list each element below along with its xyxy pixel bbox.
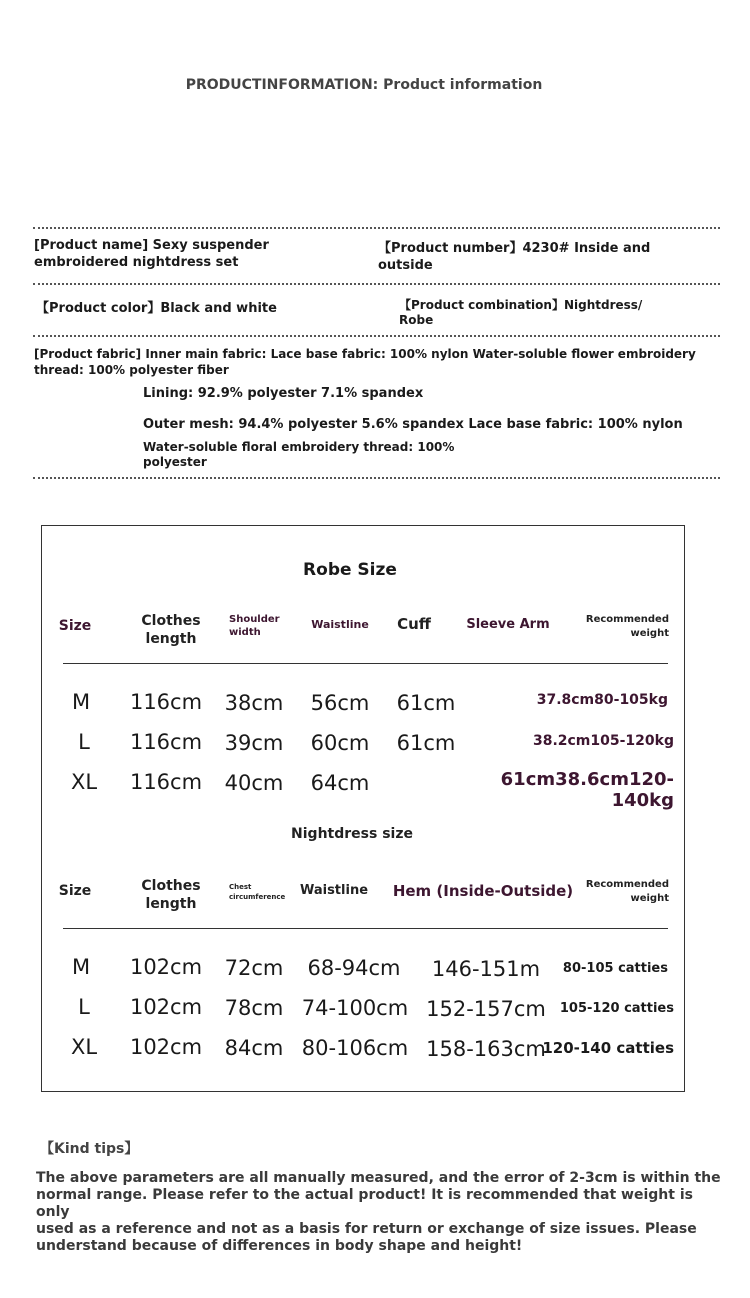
nightdress-row-l-size: L xyxy=(78,995,90,1019)
nightdress-row-l-waist: 74-100cm xyxy=(301,996,409,1020)
product-number-line2: outside xyxy=(378,258,433,273)
robe-header-shoulder-line1: Shoulder xyxy=(229,614,280,625)
kind-tips-line1: The above parameters are all manually measured, and the error of 2-3cm is within the xyxy=(36,1170,721,1186)
robe-header-rec-line1: Recommended xyxy=(585,614,669,625)
product-number xyxy=(378,240,698,274)
outer-mesh: Outer mesh: 94.4% polyester 5.6% spandex Lace base fabric: 100% nylon xyxy=(143,417,683,432)
robe-row-xl-waist: 64cm xyxy=(310,771,370,795)
robe-row-l-waist: 60cm xyxy=(310,731,370,755)
nightdress-header-rec-line2: weight xyxy=(630,893,669,904)
divider xyxy=(33,335,720,337)
product-name-line1: [Product name] Sexy suspender xyxy=(34,238,269,253)
robe-header-recommended xyxy=(575,613,669,641)
robe-row-m-length: 116cm xyxy=(129,690,203,714)
robe-row-xl-cuff-sleeve-weight: 61cm38.6cm120-140kg xyxy=(500,769,674,811)
kind-tips-line4: understand because of differences in body shape and height! xyxy=(36,1238,523,1254)
product-number-line1: 【Product number】4230# Inside and xyxy=(378,241,651,256)
product-fabric xyxy=(34,346,724,378)
product-combination-line2: Robe xyxy=(399,313,434,327)
robe-row-l-sleeve-weight: 38.2cm105-120kg xyxy=(532,733,674,749)
lining: Lining: 92.9% polyester 7.1% spandex xyxy=(143,386,424,401)
nightdress-row-m-length: 102cm xyxy=(129,955,203,979)
product-combination xyxy=(399,298,642,328)
nightdress-header-clothes-line2: length xyxy=(145,896,197,912)
product-color: 【Product color】Black and white xyxy=(36,301,277,316)
robe-header-cuff: Cuff xyxy=(397,615,431,633)
robe-row-l-cuff: 61cm xyxy=(396,731,456,755)
embroidery-line1: Water-soluble floral embroidery thread: 100% xyxy=(143,440,455,454)
nightdress-row-m-size: M xyxy=(71,955,91,979)
nightdress-header-recommended xyxy=(575,878,669,906)
embroidery-line2: polyester xyxy=(143,455,207,469)
robe-row-xl-size: XL xyxy=(70,770,98,794)
robe-row-m-sleeve-weight: 37.8cm80-105kg xyxy=(536,692,668,708)
nightdress-header-chest xyxy=(229,882,299,902)
robe-header-clothes-length xyxy=(131,612,211,648)
product-fabric-line1: [Product fabric] Inner main fabric: Lace base fabric: 100% nylon Water-soluble flower embroidery xyxy=(34,347,696,361)
robe-header-sleeve: Sleeve Arm xyxy=(466,617,550,632)
robe-header-clothes-line1: Clothes xyxy=(141,613,201,629)
robe-row-m-cuff: 61cm xyxy=(396,691,456,715)
nightdress-header-hem: Hem (Inside-Outside) xyxy=(392,882,574,900)
nightdress-header-size: Size xyxy=(58,883,92,899)
nightdress-row-m-chest: 72cm xyxy=(224,956,284,980)
product-name-line2: embroidered nightdress set xyxy=(34,255,239,270)
nightdress-row-m-waist: 68-94cm xyxy=(307,956,401,980)
nightdress-row-m-hem: 146-151m xyxy=(431,957,541,981)
robe-header-rec-line2: weight xyxy=(630,628,669,639)
nightdress-header-waistline: Waistline xyxy=(299,883,369,898)
nightdress-row-m-weight: 80-105 catties xyxy=(562,961,668,976)
product-name xyxy=(34,237,334,271)
divider xyxy=(33,477,720,479)
robe-row-m-size: M xyxy=(71,690,91,714)
kind-tips-text xyxy=(36,1170,726,1255)
nightdress-row-xl-size: XL xyxy=(70,1035,98,1059)
divider xyxy=(33,283,720,285)
robe-header-waistline: Waistline xyxy=(311,618,369,631)
nightdress-row-xl-chest: 84cm xyxy=(224,1036,284,1060)
robe-header-shoulder xyxy=(229,613,299,639)
robe-row-m-shoulder: 38cm xyxy=(224,691,284,715)
nightdress-row-xl-waist: 80-106cm xyxy=(301,1036,409,1060)
nightdress-row-l-hem: 152-157cm xyxy=(426,997,546,1021)
nightdress-row-xl-hem: 158-163cm xyxy=(426,1037,546,1061)
robe-header-size: Size xyxy=(58,618,92,634)
robe-size-title: Robe Size xyxy=(303,560,397,580)
kind-tips-line2: normal range. Please refer to the actual product! It is recommended that weight is only xyxy=(36,1187,693,1220)
nightdress-header-rec-line1: Recommended xyxy=(585,879,669,890)
divider xyxy=(33,227,720,229)
nightdress-header-chest-line1: Chest xyxy=(229,883,252,891)
robe-row-m-waist: 56cm xyxy=(310,691,370,715)
nightdress-header-rule xyxy=(63,928,668,929)
nightdress-row-l-chest: 78cm xyxy=(224,996,284,1020)
robe-header-clothes-line2: length xyxy=(145,631,197,647)
robe-row-l-length: 116cm xyxy=(129,730,203,754)
nightdress-header-chest-line2: circumference xyxy=(229,893,286,901)
nightdress-header-clothes-length xyxy=(131,877,211,913)
product-combination-line1: 【Product combination】Nightdress/ xyxy=(399,298,643,312)
robe-row-l-shoulder: 39cm xyxy=(224,731,284,755)
nightdress-header-clothes-line1: Clothes xyxy=(141,878,201,894)
nightdress-row-xl-length: 102cm xyxy=(129,1035,203,1059)
nightdress-row-l-weight: 105-120 catties xyxy=(559,1001,674,1016)
robe-row-xl-shoulder: 40cm xyxy=(224,771,284,795)
robe-row-l-size: L xyxy=(78,730,90,754)
page-title: PRODUCTINFORMATION: Product information xyxy=(185,77,543,93)
nightdress-row-xl-weight: 120-140 catties xyxy=(542,1039,674,1057)
nightdress-size-title: Nightdress size xyxy=(291,826,413,842)
kind-tips-title: 【Kind tips】 xyxy=(40,1141,139,1157)
nightdress-row-l-length: 102cm xyxy=(129,995,203,1019)
robe-row-xl-length: 116cm xyxy=(129,770,203,794)
embroidery-thread xyxy=(143,440,454,470)
robe-header-shoulder-line2: width xyxy=(229,627,261,638)
robe-header-rule xyxy=(63,663,668,664)
kind-tips-line3: used as a reference and not as a basis for return or exchange of size issues. Please xyxy=(36,1221,697,1237)
product-fabric-line2: thread: 100% polyester fiber xyxy=(34,363,229,377)
